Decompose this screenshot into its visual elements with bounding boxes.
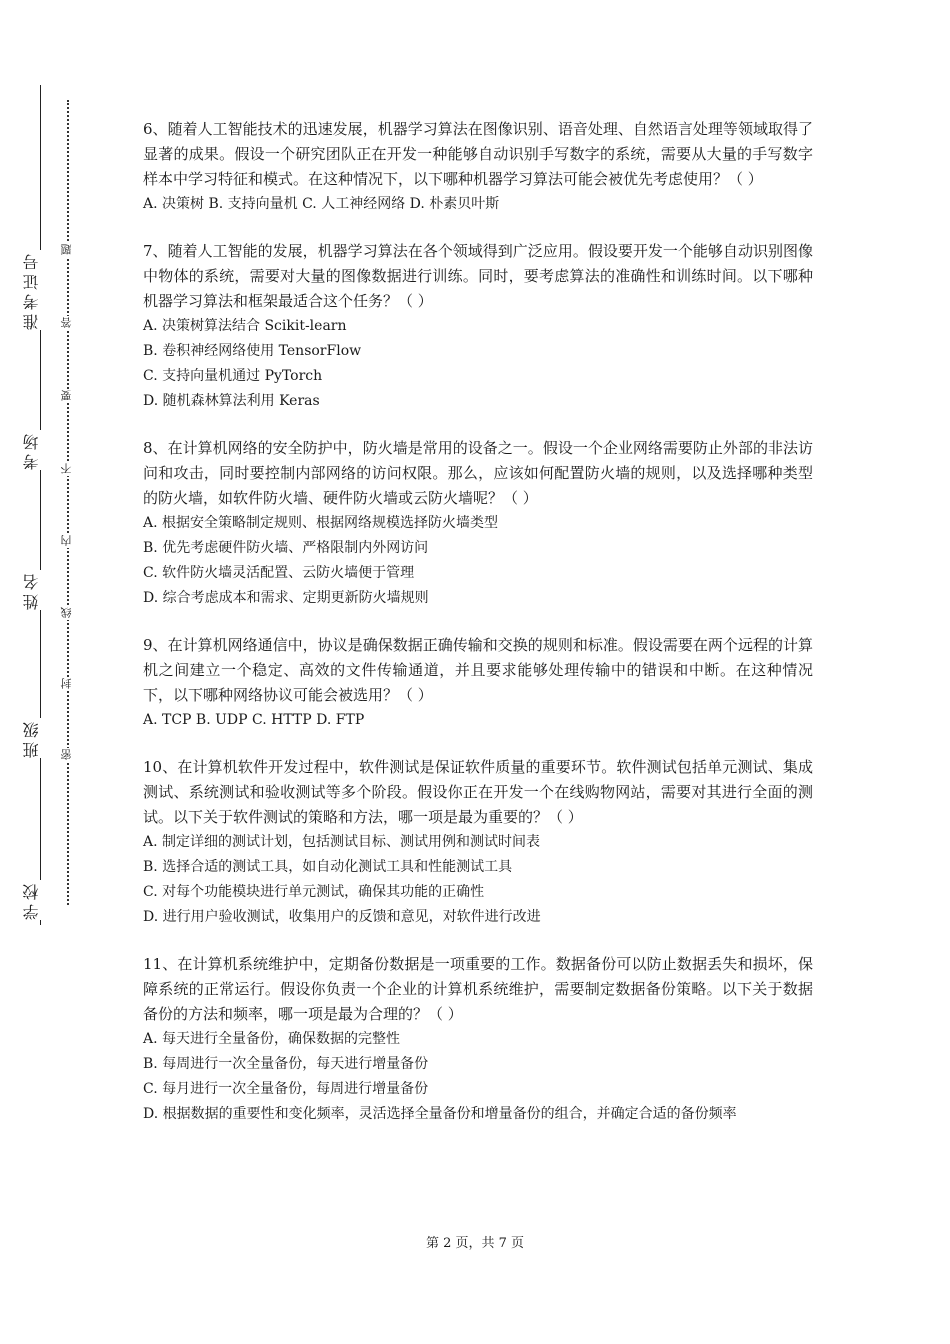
seal-char: 要 — [60, 390, 73, 402]
page-footer: 第 2 页，共 7 页 — [425, 1236, 525, 1251]
question-8 — [143, 436, 813, 611]
question-stem: 6、随着人工智能技术的迅速发展，机器学习算法在图像识别、语音处理、自然语言处理等领域取得了显著的成果。假设一个研究团队正在开发一种能够自动识别手写数字的系统，需要从大量的手写数字样本中学习特征和模式。在这种情况下，以下哪种机器学习算法可能会被优先考虑使用？（ ） — [143, 120, 813, 188]
option-b: B. 卷积神经网络使用 TensorFlow — [143, 343, 362, 359]
seal-char: 线 — [60, 607, 73, 619]
option-c: C. 对每个功能模块进行单元测试，确保其功能的正确性 — [143, 884, 485, 900]
option-d: D. 随机森林算法利用 Keras — [143, 393, 320, 409]
question-stem: 7、随着人工智能的发展，机器学习算法在各个领域得到广泛应用。假设要开发一个能够自动识别图像中物体的系统，需要对大量的图像数据进行训练。同时，要考虑算法的准确性和训练时间。以下哪种机器学习算法和框架最适合这个任务？（ ） — [143, 242, 813, 310]
question-9 — [143, 633, 813, 733]
field-school: 学校 — [20, 880, 44, 920]
option-a: A. 决策树算法结合 Scikit-learn — [143, 318, 347, 334]
field-class: 班级 — [20, 718, 44, 758]
question-stem: 10、在计算机软件开发过程中，软件测试是保证软件质量的重要环节。软件测试包括单元测试、集成测试、系统测试和验收测试等多个阶段。假设你正在开发一个在线购物网站，需要对其进行全面的测试。以下关于软件测试的策略和方法，哪一项是最为重要的？（ ） — [143, 758, 813, 826]
question-11 — [143, 952, 813, 1127]
question-10 — [143, 755, 813, 930]
option-a: A. 根据安全策略制定规则、根据网络规模选择防火墙类型 — [143, 515, 499, 531]
option-d: D. 进行用户验收测试，收集用户的反馈和意见，对软件进行改进 — [143, 909, 541, 925]
seal-char: 不 — [60, 463, 73, 475]
question-options: A. TCP B. UDP C. HTTP D. FTP — [143, 712, 365, 728]
question-list — [143, 117, 813, 1149]
question-6 — [143, 117, 813, 217]
seal-char: 答 — [60, 317, 73, 329]
binding-margin — [0, 0, 120, 1344]
question-7 — [143, 239, 813, 414]
seal-char: 封 — [60, 678, 73, 690]
option-a: A. 每天进行全量备份，确保数据的完整性 — [143, 1031, 401, 1047]
field-name: 姓名 — [20, 570, 44, 610]
seal-dotted-line — [67, 100, 69, 905]
question-stem: 9、在计算机网络通信中，协议是确保数据正确传输和交换的规则和标准。假设需要在两个远程的计算机之间建立一个稳定、高效的文件传输通道，并且要求能够处理传输中的错误和中断。在这种情况下，以下哪种网络协议可能会被选用？（ ） — [143, 636, 813, 704]
option-b: B. 优先考虑硬件防火墙、严格限制内外网访问 — [143, 540, 429, 556]
option-b: B. 每周进行一次全量备份，每天进行增量备份 — [143, 1056, 429, 1072]
option-c: C. 每月进行一次全量备份，每周进行增量备份 — [143, 1081, 429, 1097]
option-c: C. 软件防火墙灵活配置、云防火墙便于管理 — [143, 565, 415, 581]
seal-char: 题 — [60, 244, 73, 256]
option-b: B. 选择合适的测试工具，如自动化测试工具和性能测试工具 — [143, 859, 513, 875]
field-exam-number: 准考证号 — [20, 250, 44, 330]
option-d: D. 综合考虑成本和需求、定期更新防火墙规则 — [143, 590, 429, 606]
option-c: C. 支持向量机通过 PyTorch — [143, 368, 323, 384]
option-d: D. 根据数据的重要性和变化频率，灵活选择全量备份和增量备份的组合，并确定合适的备份频率 — [143, 1106, 737, 1122]
seal-char: 密 — [60, 749, 73, 761]
seal-char: 内 — [60, 535, 73, 547]
option-a: A. 制定详细的测试计划，包括测试目标、测试用例和测试时间表 — [143, 834, 541, 850]
question-stem: 8、在计算机网络的安全防护中，防火墙是常用的设备之一。假设一个企业网络需要防止外部的非法访问和攻击，同时要控制内部网络的访问权限。那么，应该如何配置防火墙的规则，以及选择哪种类型的防火墙，如软件防火墙、硬件防火墙或云防火墙呢？（ ） — [143, 439, 813, 507]
question-stem: 11、在计算机系统维护中，定期备份数据是一项重要的工作。数据备份可以防止数据丢失和损坏，保障系统的正常运行。假设你负责一个企业的计算机系统维护，需要制定数据备份策略。以下关于数据备份的方法和频率，哪一项是最为合理的？（ ） — [143, 955, 813, 1023]
question-options: A. 决策树 B. 支持向量机 C. 人工神经网络 D. 朴素贝叶斯 — [143, 196, 500, 212]
binding-solid-line — [40, 85, 41, 925]
field-exam-room: 考场 — [20, 430, 44, 470]
